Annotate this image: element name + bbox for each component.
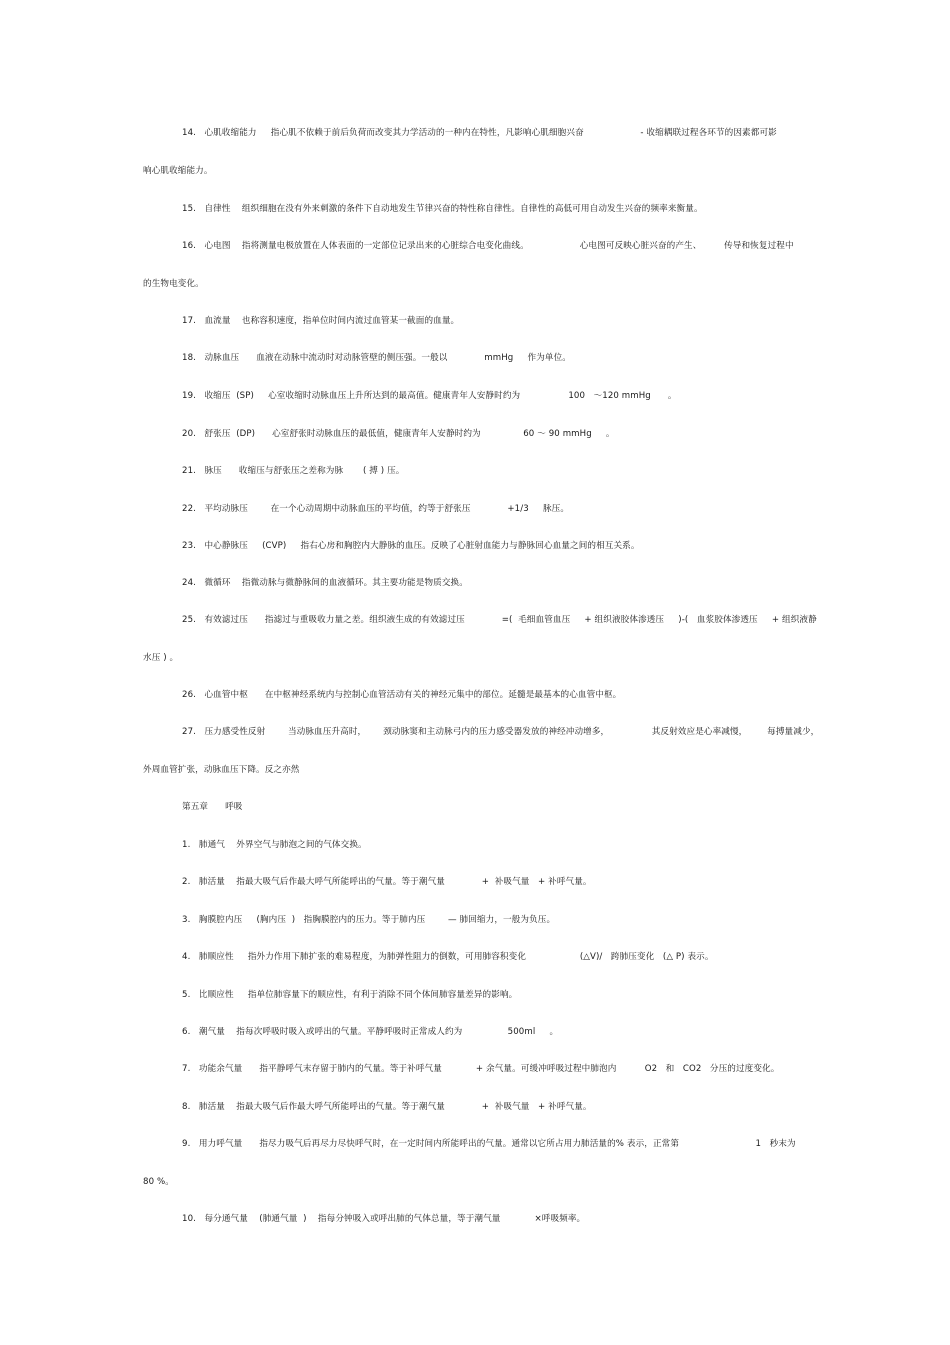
respiration-definition-9: 9. 用力呼气量 指尽力吸气后再尽力尽快呼气时，在一定时间内所能呼出的气量。通常以它所占用力肺活量的% 表示，正常第 1 秒末为 [182, 1139, 796, 1149]
respiration-definition-7: 7. 功能余气量 指平静呼气末存留于肺内的气量。等于补呼气量 + 余气量。可缓冲呼吸过程中肺泡内 O2 和 CO2 分压的过度变化。 [182, 1064, 780, 1074]
definition-24: 24. 微循环 指微动脉与微静脉间的血液循环。其主要功能是物质交换。 [182, 578, 468, 588]
respiration-definition-5: 5. 比顺应性 指单位肺容量下的顺应性，有利于消除不同个体间肺容量差异的影响。 [182, 990, 518, 1000]
definition-17: 17. 血流量 也称容积速度，指单位时间内流过血管某一截面的血量。 [182, 316, 460, 326]
definition-18: 18. 动脉血压 血液在动脉中流动时对动脉管壁的侧压强。一般以 mmHg 作为单位。 [182, 353, 571, 363]
definition-16-continuation: 的生物电变化。 [143, 279, 204, 289]
respiration-definition-9-continuation: 80 %。 [143, 1177, 174, 1187]
respiration-definition-10: 10. 每分通气量 (肺通气量 ) 指每分钟吸入或呼出肺的气体总量，等于潮气量 ×呼吸频率。 [182, 1214, 586, 1224]
respiration-definition-4: 4. 肺顺应性 指外力作用下肺扩张的难易程度，为肺弹性阻力的倒数，可用肺容积变化 (△V)/ 跨肺压变化 (△ P) 表示。 [182, 952, 714, 962]
definition-15: 15. 自律性 组织细胞在没有外来刺激的条件下自动地发生节律兴奋的特性称自律性。自律性的高低可用自动发生兴奋的频率来衡量。 [182, 204, 703, 214]
definition-26: 26. 心血管中枢 在中枢神经系统内与控制心血管活动有关的神经元集中的部位。延髓是最基本的心血管中枢。 [182, 690, 622, 700]
definition-14-continuation: 响心肌收缩能力。 [143, 166, 213, 176]
definition-19: 19. 收缩压 (SP) 心室收缩时动脉血压上升所达到的最高值。健康青年人安静时约为 100 ～120 mmHg 。 [182, 391, 677, 401]
respiration-definition-3: 3. 胸膜腔内压 (胸内压 ) 指胸膜腔内的压力。等于肺内压 — 肺回缩力，一般为负压。 [182, 915, 556, 925]
definition-14: 14. 心肌收缩能力 指心肌不依赖于前后负荷而改变其力学活动的一种内在特性，凡影响心肌细胞兴奋 - 收缩耦联过程各环节的因素都可影 [182, 128, 777, 138]
definition-21: 21. 脉压 收缩压与舒张压之差称为脉 ( 搏 ) 压。 [182, 466, 405, 476]
definition-25-continuation: 水压 ) 。 [143, 653, 179, 663]
definition-27-continuation: 外周血管扩张，动脉血压下降。反之亦然 [143, 765, 300, 775]
definition-20: 20. 舒张压 (DP) 心室舒张时动脉血压的最低值，健康青年人安静时约为 60 ～ 90 mmHg 。 [182, 429, 615, 439]
definition-27: 27. 压力感受性反射 当动脉血压升高时， 颈动脉窦和主动脉弓内的压力感受器发放的神经冲动增多， 其反射效应是心率减慢， 每搏量减少， [182, 727, 820, 737]
respiration-definition-8: 8. 肺活量 指最大吸气后作最大呼气所能呼出的气量。等于潮气量 + 补吸气量 + 补呼气量。 [182, 1102, 592, 1112]
chapter-heading: 第五章 呼吸 [182, 802, 243, 812]
definition-25: 25. 有效滤过压 指滤过与重吸收力量之差。组织液生成的有效滤过压 =( 毛细血管血压 + 组织液胶体渗透压 )-( 血浆胶体渗透压 + 组织液静 [182, 615, 817, 625]
respiration-definition-1: 1. 肺通气 外界空气与肺泡之间的气体交换。 [182, 840, 367, 850]
respiration-definition-2: 2. 肺活量 指最大吸气后作最大呼气所能呼出的气量。等于潮气量 + 补吸气量 + 补呼气量。 [182, 877, 592, 887]
definition-16: 16. 心电图 指将测量电极放置在人体表面的一定部位记录出来的心脏综合电变化曲线。 心电图可反映心脏兴奋的产生、 传导和恢复过程中 [182, 241, 794, 251]
definition-22: 22. 平均动脉压 在一个心动周期中动脉血压的平均值，约等于舒张压 +1/3 脉压。 [182, 504, 570, 514]
respiration-definition-6: 6. 潮气量 指每次呼吸时吸入或呼出的气量。平静呼吸时正常成人约为 500ml 。 [182, 1027, 559, 1037]
definition-23: 23. 中心静脉压 (CVP) 指右心房和胸腔内大静脉的血压。反映了心脏射血能力与静脉回心血量之间的相互关系。 [182, 541, 640, 551]
